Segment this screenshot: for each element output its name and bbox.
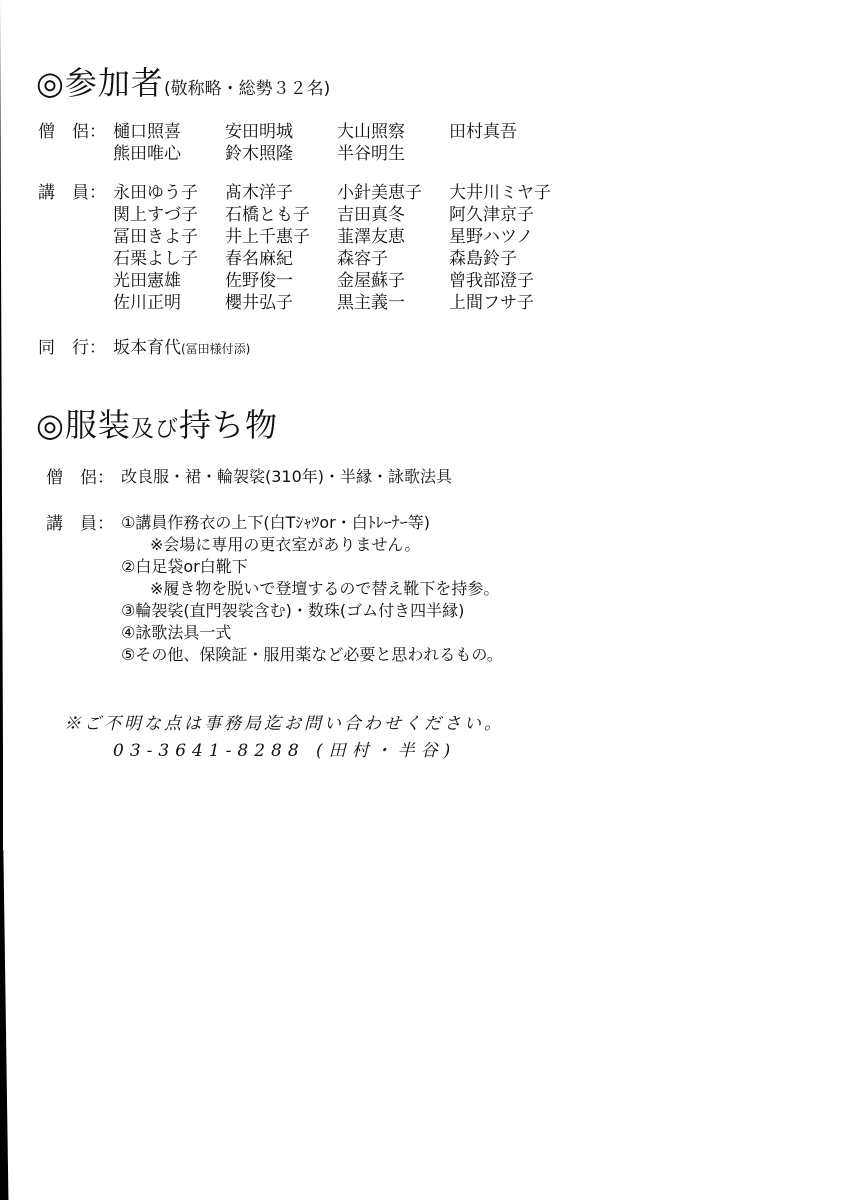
lecturer-name: 櫻井弘子: [225, 293, 293, 313]
lecturer-name: 金屋蘇子: [337, 271, 405, 291]
participants-heading: [36, 58, 330, 104]
lecturer-name: 吉田真冬: [337, 205, 405, 225]
attire-note: ※会場に専用の更衣室がありません。: [150, 535, 421, 554]
participants-heading-note: (敬称略・総勢３２名): [163, 79, 331, 99]
attire-item: ⑤その他、保険証・服用薬など必要と思われるもの。: [121, 645, 503, 664]
lecturer-name: 光田憲雄: [113, 271, 181, 291]
attire-item: ③輪袈裟(直門袈裟含む)・数珠(ゴム付き四半縁): [121, 601, 465, 620]
lecturer-name: 髙木洋子: [225, 183, 293, 203]
monk-name: 安田明城: [225, 122, 293, 142]
lecturer-name: 石栗よし子: [113, 249, 198, 269]
companion-name-text: 坂本育代: [113, 338, 181, 358]
lecturer-name: 佐野俊一: [225, 271, 293, 291]
attire-heading-small: 及び: [130, 416, 179, 442]
lecturer-name: 冨田きよ子: [113, 227, 198, 247]
monks-role-label: 僧 侶：: [38, 122, 106, 142]
lecturer-name: 森島鈴子: [449, 249, 517, 269]
monk-name: 田村真吾: [449, 122, 517, 142]
monk-name: 樋口照喜: [113, 122, 181, 142]
attire-heading-main: ◎服装: [36, 406, 131, 444]
lecturer-name: 大井川ミヤ子: [449, 183, 551, 203]
lecturer-name: 上間フサ子: [449, 293, 534, 313]
lecturer-name: 井上千惠子: [225, 227, 310, 247]
attire-lecturers-role-label: 講 員：: [46, 514, 114, 534]
monk-name: 大山照察: [337, 122, 405, 142]
monk-name: 熊田唯心: [113, 144, 181, 164]
lecturer-name: 韮澤友恵: [337, 227, 405, 247]
monk-name: 鈴木照隆: [225, 144, 293, 164]
attire-item: ①講員作務衣の上下(白Tｼｬﾂor・白ﾄﾚｰﾅｰ等): [121, 513, 430, 532]
lecturer-name: 佐川正明: [113, 293, 181, 313]
lecturer-name: 石橋とも子: [225, 205, 310, 225]
lecturer-name: 曾我部澄子: [449, 271, 534, 291]
contact-phone: 03-3641-8288 (田村・半谷): [113, 741, 457, 761]
lecturers-role-label: 講 員：: [38, 183, 106, 203]
companion-name: [113, 333, 250, 358]
attire-monks-text: 改良服・裙・輪袈裟(310年)・半縁・詠歌法具: [121, 467, 453, 486]
attire-heading-tail: 持ち物: [178, 406, 278, 444]
attire-item: ④詠歌法具一式: [121, 623, 232, 642]
participants-heading-text: ◎参加者: [36, 64, 164, 102]
companion-note: (冨田様付添): [181, 342, 251, 356]
lecturer-name: 阿久津京子: [449, 205, 534, 225]
lecturer-name: 永田ゆう子: [113, 183, 198, 203]
attire-note: ※履き物を脱いで登壇するので替え靴下を持参。: [150, 579, 500, 598]
lecturer-name: 小針美恵子: [337, 183, 422, 203]
contact-message: ※ご不明な点は事務局迄お問い合わせください。: [64, 714, 504, 734]
monk-name: 半谷明生: [337, 144, 405, 164]
lecturer-name: 関上すづ子: [113, 205, 198, 225]
companion-role-label: 同 行：: [38, 338, 106, 358]
attire-heading: [36, 400, 278, 446]
lecturer-name: 黒主義一: [337, 293, 405, 313]
attire-item: ②白足袋or白靴下: [121, 557, 248, 576]
lecturer-name: 春名麻紀: [225, 249, 293, 269]
lecturer-name: 星野ハツノ: [449, 227, 534, 247]
lecturer-name: 森容子: [337, 249, 388, 269]
attire-monks-role-label: 僧 侶：: [46, 468, 114, 488]
